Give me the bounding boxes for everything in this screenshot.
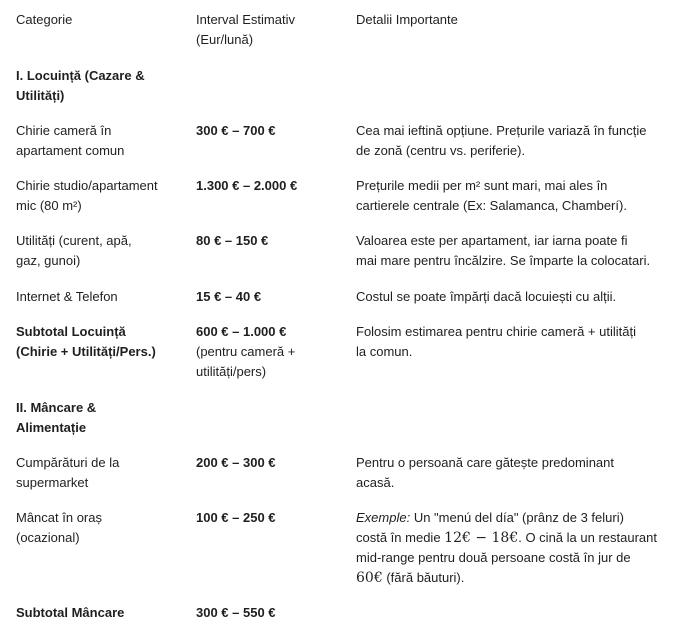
- row-range: 15 € – 40 €: [196, 289, 262, 304]
- row-details: Valoarea este per apartament, iar iarna poate fi mai mare pentru încălzire. Se împarte la colocatari.: [356, 233, 651, 268]
- subtotal-category: Subtotal Locuință (Chirie + Utilități/Pers.): [16, 324, 156, 359]
- row-range: 80 € – 150 €: [196, 233, 269, 248]
- row-range: 100 € – 250 €: [196, 510, 276, 525]
- subtotal-category: Subtotal Mâncare: [16, 605, 125, 620]
- row-details: Costul se poate împărți dacă locuiești cu alții.: [356, 289, 617, 304]
- subtotal-details: Folosim estimarea pentru chirie cameră + utilități la comun.: [356, 324, 636, 359]
- row-category: Cumpărături de la supermarket: [16, 455, 120, 490]
- row-details: Prețurile medii per m² sunt mari, mai ales în cartierele centrale (Ex: Salamanca, Chamberí).: [356, 178, 627, 213]
- subtotal-range: 600 € – 1.000 € (pentru cameră + utilități/pers): [196, 324, 296, 379]
- header-interval: Interval Estimativ (Eur/lună): [196, 12, 295, 47]
- row-category: Chirie studio/apartament mic (80 m²): [16, 178, 158, 213]
- row-details: Exemple: Un "menú del día" (prânz de 3 feluri) costă în medie 12€ − 18€. O cină la un restaurant mid-range pentru două persoane costă în jur de 60€ (fără băuturi).: [356, 510, 657, 586]
- row-category: Utilități (curent, apă, gaz, gunoi): [16, 233, 132, 268]
- header-categorie: Categorie: [16, 12, 73, 27]
- header-detalii: Detalii Importante: [356, 12, 458, 27]
- row-category: Internet & Telefon: [16, 289, 118, 304]
- row-details: Cea mai ieftină opțiune. Prețurile variază în funcție de zonă (centru vs. periferie).: [356, 123, 647, 158]
- row-details: Pentru o persoană care gătește predominant acasă.: [356, 455, 615, 490]
- row-category: Chirie cameră în apartament comun: [16, 123, 125, 158]
- row-range: 300 € – 700 €: [196, 123, 276, 138]
- subtotal-range: 300 € – 550 €: [196, 605, 276, 620]
- row-range: 1.300 € – 2.000 €: [196, 178, 298, 193]
- row-category: Mâncat în oraș (ocazional): [16, 510, 102, 545]
- row-range: 200 € – 300 €: [196, 455, 276, 470]
